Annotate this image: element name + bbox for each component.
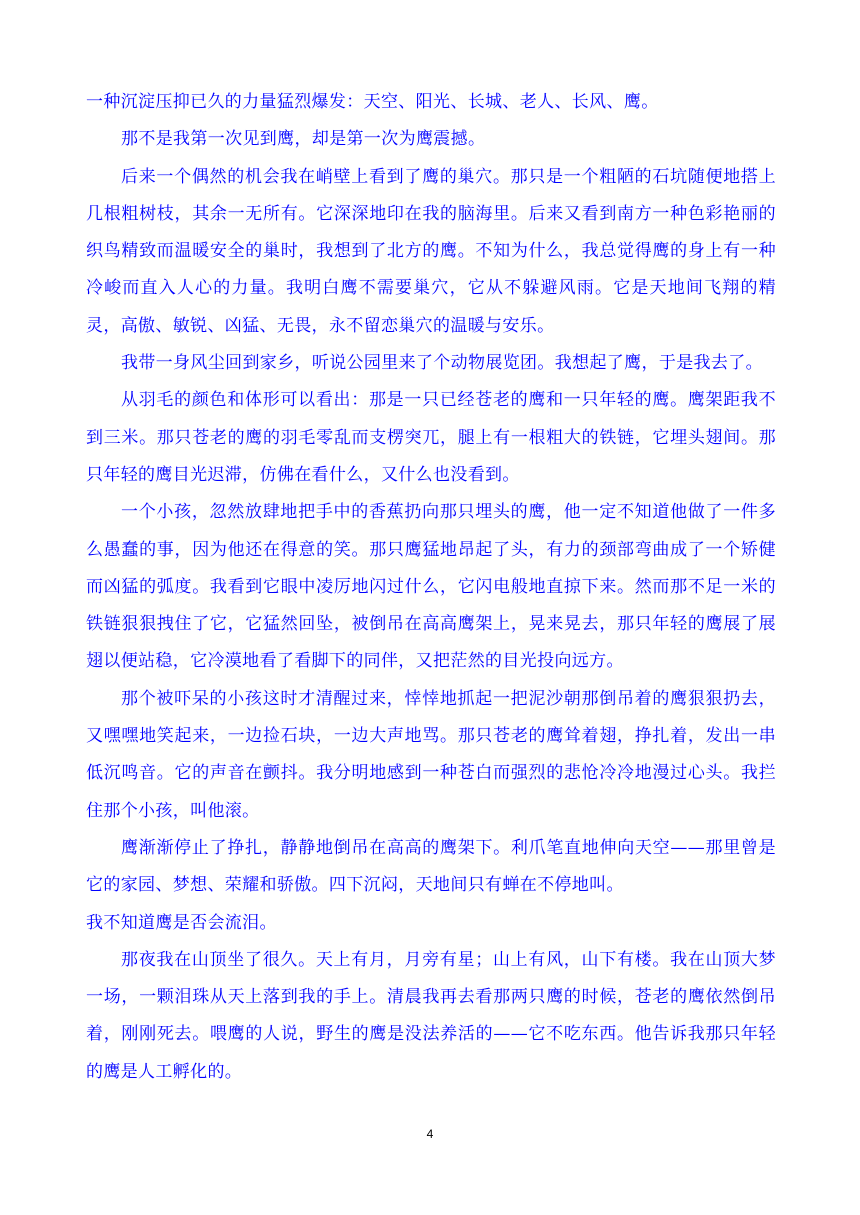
paragraph-7: 那个被吓呆的小孩这时才清醒过来，悻悻地抓起一把泥沙朝那倒吊着的鹰狠狠扔去，又嘿嘿地笑起来，一边捡石块，一边大声地骂。那只苍老的鹰耸着翅，挣扎着，发出一串低沉鸣音。它的声音在颤抖。我分明地感到一种苍白而强烈的悲怆冷冷地漫过心头。我拦住那个小孩，叫他滚。 [86, 688, 776, 821]
article-body [86, 84, 776, 1091]
paragraph-2: 那不是我第一次见到鹰，却是第一次为鹰震撼。 [121, 129, 486, 150]
paragraph-10: 那夜我在山顶坐了很久。天上有月，月旁有星；山上有风，山下有楼。我在山顶大梦一场，一颗泪珠从天上落到我的手上。清晨我再去看那两只鹰的时候，苍老的鹰依然倒吊着，刚刚死去。喂鹰的人说，野生的鹰是没法养活的——它不吃东西。他告诉我那只年轻的鹰是人工孵化的。 [86, 949, 776, 1082]
paragraph-3: 后来一个偶然的机会我在峭壁上看到了鹰的巢穴。那只是一个粗陋的石坑随便地搭上几根粗树枝，其余一无所有。它深深地印在我的脑海里。后来又看到南方一种色彩艳丽的织鸟精致而温暖安全的巢时，我想到了北方的鹰。不知为什么，我总觉得鹰的身上有一种冷峻而直入人心的力量。我明白鹰不需要巢穴，它从不躲避风雨。它是天地间飞翔的精灵，高傲、敏锐、凶猛、无畏，永不留恋巢穴的温暖与安乐。 [86, 166, 776, 336]
paragraph-4: 我带一身风尘回到家乡，听说公园里来了个动物展览团。我想起了鹰，于是我去了。 [121, 353, 763, 374]
paragraph-1: 一种沉淀压抑已久的力量猛烈爆发：天空、阳光、长城、老人、长风、鹰。 [86, 92, 659, 112]
paragraph-9: 我不知道鹰是否会流泪。 [86, 912, 277, 933]
paragraph-8: 鹰渐渐停止了挣扎，静静地倒吊在高高的鹰架下。利爪笔直地伸向天空——那里曾是它的家园、梦想、荣耀和骄傲。四下沉闷，天地间只有蝉在不停地叫。 [86, 837, 776, 896]
paragraph-6: 一个小孩，忽然放肆地把手中的香蕉扔向那只埋头的鹰，他一定不知道他做了一件多么愚蠢的事，因为他还在得意的笑。那只鹰猛地昂起了头，有力的颈部弯曲成了一个矫健而凶猛的弧度。我看到它眼中凌厉地闪过什么，它闪电般地直掠下来。然而那不足一米的铁链狠狠拽住了它，它猛然回坠，被倒吊在高高鹰架上，晃来晃去，那只年轻的鹰展了展翅以便站稳，它冷漠地看了看脚下的同伴，又把茫然的目光投向远方。 [86, 502, 776, 672]
page-number: 4 [426, 1127, 434, 1141]
paragraph-5: 从羽毛的颜色和体形可以看出：那是一只已经苍老的鹰和一只年轻的鹰。鹰架距我不到三米。那只苍老的鹰的羽毛零乱而支楞突兀，腿上有一根粗大的铁链，它埋头翅间。那只年轻的鹰目光迟滞，仿佛在看什么，又什么也没看到。 [86, 390, 776, 485]
